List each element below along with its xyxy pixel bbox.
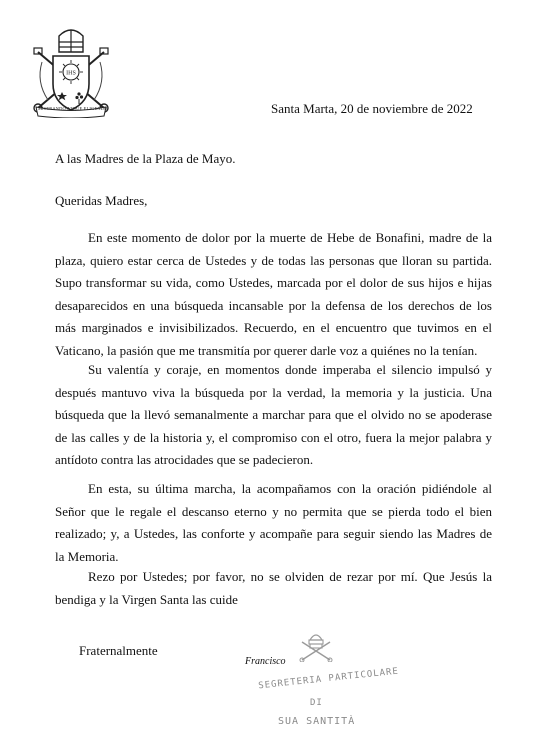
paragraph-line: En este momento de dolor por la muerte de Hebe de Bonafini, madre de la <box>88 230 492 245</box>
paragraph-line: de las calles y de la historia y, el compromiso con el otro, fuera la mejor palabra y <box>55 429 492 445</box>
paragraph-line: Su valentía y coraje, en momentos donde imperaba el silencio impulsó y <box>88 362 492 377</box>
svg-text:IHS: IHS <box>66 70 76 77</box>
stamp-line-2: DI <box>310 698 323 708</box>
letter-salutation: Queridas Madres, <box>55 193 148 208</box>
paragraph-line: búsqueda que la llevó semanalmente a marchar para que el olvido no se apoderase <box>55 407 492 422</box>
letter-paragraph-3 <box>55 478 492 568</box>
secretariat-stamp <box>248 628 400 746</box>
paragraph-line: más marginados e invisibilizados. Recuerdo, en el encuentro que tuvimos en el <box>55 320 492 335</box>
paragraph-line: Señor que le regale el descanso eterno y no permita que se pierda todo el bien <box>55 503 492 519</box>
paragraph-line: En esta, su última marcha, la acompañamos con la oración pidiéndole al <box>88 481 492 496</box>
paragraph-line: Supo transformar su vida, como Ustedes, marcada por el dolor de sus hijos e hijas <box>55 275 492 290</box>
paragraph-line: desaparecidos en una búsqueda incansable por la defensa de los derechos de los <box>55 297 492 313</box>
paragraph-line: después mantuvo viva la búsqueda por la verdad, la memoria y la justicia. Una <box>55 384 492 400</box>
paragraph-line: plaza, quiero estar cerca de Ustedes y de todas las personas que lloran su partida. <box>55 252 492 268</box>
stamp-line-1: SEGRETERIA PARTICOLARE <box>257 666 400 692</box>
paragraph-line: Vaticano, la pasión que me transmitía por querer darle voz a quiénes no la tenían. <box>55 342 478 358</box>
paragraph-line: Rezo por Ustedes; por favor, no se olviden de rezar por mí. Que Jesús la <box>88 569 492 584</box>
paragraph-line: realizado; y, a Ustedes, las conforte y acompañe para seguir siendo las Madres de <box>55 526 492 541</box>
letter-closing: Fraternalmente <box>79 643 158 658</box>
paragraph-line: la Memoria. <box>55 548 119 564</box>
letter-date: Santa Marta, 20 de noviembre de 2022 <box>271 101 473 116</box>
motto-text: MISERANDO ATQUE ELIGENDO <box>38 106 108 111</box>
letter-paragraph-1 <box>55 227 492 362</box>
letter-paragraph-4 <box>55 566 492 611</box>
letter-addressee: A las Madres de la Plaza de Mayo. <box>55 151 236 166</box>
stamp-line-3: SUA SANTITÀ <box>278 716 356 727</box>
papal-keys-tiara-seal-icon <box>296 628 336 662</box>
paragraph-line: bendiga y la Virgen Santa las cuide <box>55 591 238 607</box>
letter-paragraph-2 <box>55 359 492 472</box>
paragraph-line: antídoto contra las atrocidades que se padecieron. <box>55 452 314 467</box>
signature: Francisco <box>245 656 286 667</box>
